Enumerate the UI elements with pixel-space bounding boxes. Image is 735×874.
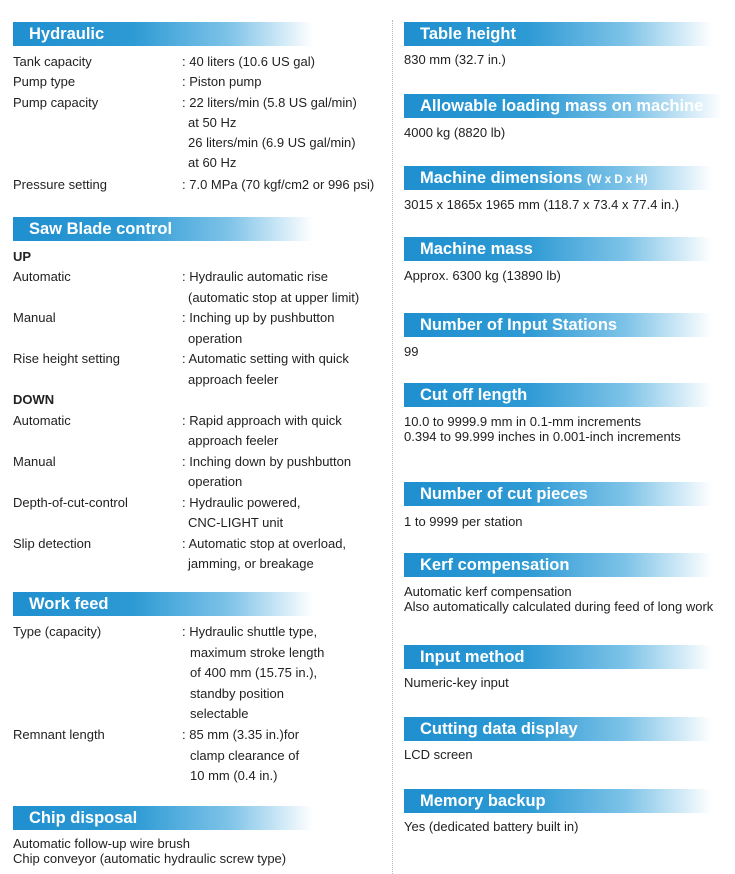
spec-value: standby position — [190, 686, 284, 701]
spec-label: Depth-of-cut-control — [13, 495, 128, 510]
cut-pieces-heading: Number of cut pieces — [404, 482, 712, 506]
kerf-value: Also automatically calculated during feed of long work — [404, 599, 714, 614]
spec-value: : Hydraulic shuttle type, — [182, 624, 318, 639]
spec-label: Automatic — [13, 413, 71, 428]
dimensions-heading-text: Machine dimensions — [420, 169, 583, 187]
spec-label: Slip detection — [13, 536, 92, 551]
spec-value: : Automatic stop at overload, — [182, 536, 347, 551]
spec-value: 10 mm (0.4 in.) — [190, 768, 278, 783]
spec-value: : 7.0 MPa (70 kgf/cm2 or 996 psi) — [182, 177, 375, 192]
input-method-value: Numeric-key input — [404, 675, 509, 690]
spec-label: Pump capacity — [13, 95, 99, 110]
cut-pieces-value: 1 to 9999 per station — [404, 514, 523, 529]
up-subheading: UP — [13, 249, 32, 264]
spec-value: approach feeler — [188, 372, 279, 387]
spec-value: maximum stroke length — [190, 645, 325, 660]
mass-value: Approx. 6300 kg (13890 lb) — [404, 268, 561, 283]
dimensions-heading-units: (W x D x H) — [586, 174, 648, 186]
spec-value: approach feeler — [188, 433, 279, 448]
spec-value: : 22 liters/min (5.8 US gal/min) — [182, 95, 357, 110]
spec-label: Pressure setting — [13, 177, 107, 192]
hydraulic-heading: Hydraulic — [13, 22, 313, 46]
spec-value: (automatic stop at upper limit) — [188, 290, 360, 305]
chip-disposal-text: Automatic follow-up wire brush — [13, 836, 191, 851]
spec-value: 26 liters/min (6.9 US gal/min) — [188, 135, 356, 150]
spec-value: at 60 Hz — [188, 155, 237, 170]
chip-disposal-text: Chip conveyor (automatic hydraulic screw type) — [13, 851, 287, 866]
spec-value: : 85 mm (3.35 in.)for — [182, 727, 300, 742]
work-feed-heading: Work feed — [13, 592, 313, 616]
spec-value: : Hydraulic automatic rise — [182, 269, 328, 284]
cutting-display-value: LCD screen — [404, 747, 473, 762]
cutoff-length-value: 0.394 to 99.999 inches in 0.001-inch increments — [404, 429, 681, 444]
spec-value: : Rapid approach with quick — [182, 413, 342, 428]
loading-mass-heading: Allowable loading mass on machine — [404, 94, 722, 118]
spec-value: at 50 Hz — [188, 115, 237, 130]
spec-label: Automatic — [13, 269, 71, 284]
spec-value: operation — [188, 331, 243, 346]
spec-value: operation — [188, 474, 243, 489]
spec-label: Tank capacity — [13, 54, 92, 69]
spec-value: : 40 liters (10.6 US gal) — [182, 54, 315, 69]
dimensions-value: 3015 x 1865x 1965 mm (118.7 x 73.4 x 77.4 in.) — [404, 197, 680, 212]
loading-mass-value: 4000 kg (8820 lb) — [404, 125, 506, 140]
cutoff-length-value: 10.0 to 9999.9 mm in 0.1-mm increments — [404, 414, 641, 429]
spec-value: clamp clearance of — [190, 748, 300, 763]
saw-blade-heading: Saw Blade control — [13, 217, 313, 241]
spec-label: Remnant length — [13, 727, 105, 742]
spec-label: Type (capacity) — [13, 624, 102, 639]
dimensions-heading — [404, 166, 712, 190]
spec-value: : Piston pump — [182, 74, 262, 89]
input-stations-value: 99 — [404, 344, 419, 359]
down-subheading: DOWN — [13, 392, 55, 407]
spec-value: jamming, or breakage — [188, 556, 314, 571]
spec-value: of 400 mm (15.75 in.), — [190, 665, 318, 680]
spec-label: Rise height setting — [13, 351, 120, 366]
spec-label: Manual — [13, 454, 56, 469]
chip-disposal-heading: Chip disposal — [13, 806, 313, 830]
spec-value: selectable — [190, 706, 249, 721]
input-stations-heading: Number of Input Stations — [404, 313, 712, 337]
kerf-value: Automatic kerf compensation — [404, 584, 572, 599]
column-divider — [392, 20, 393, 874]
cutoff-length-heading: Cut off length — [404, 383, 712, 407]
kerf-heading: Kerf compensation — [404, 553, 712, 577]
memory-backup-heading: Memory backup — [404, 789, 712, 813]
spec-value: CNC-LIGHT unit — [188, 515, 284, 530]
spec-value: : Inching down by pushbutton — [182, 454, 352, 469]
input-method-heading: Input method — [404, 645, 712, 669]
spec-value: : Automatic setting with quick — [182, 351, 349, 366]
table-height-value: 830 mm (32.7 in.) — [404, 52, 506, 67]
memory-backup-value: Yes (dedicated battery built in) — [404, 819, 579, 834]
mass-heading: Machine mass — [404, 237, 712, 261]
spec-label: Manual — [13, 310, 56, 325]
spec-value: : Inching up by pushbutton — [182, 310, 335, 325]
spec-label: Pump type — [13, 74, 76, 89]
cutting-display-heading: Cutting data display — [404, 717, 712, 741]
table-height-heading: Table height — [404, 22, 712, 46]
spec-value: : Hydraulic powered, — [182, 495, 301, 510]
